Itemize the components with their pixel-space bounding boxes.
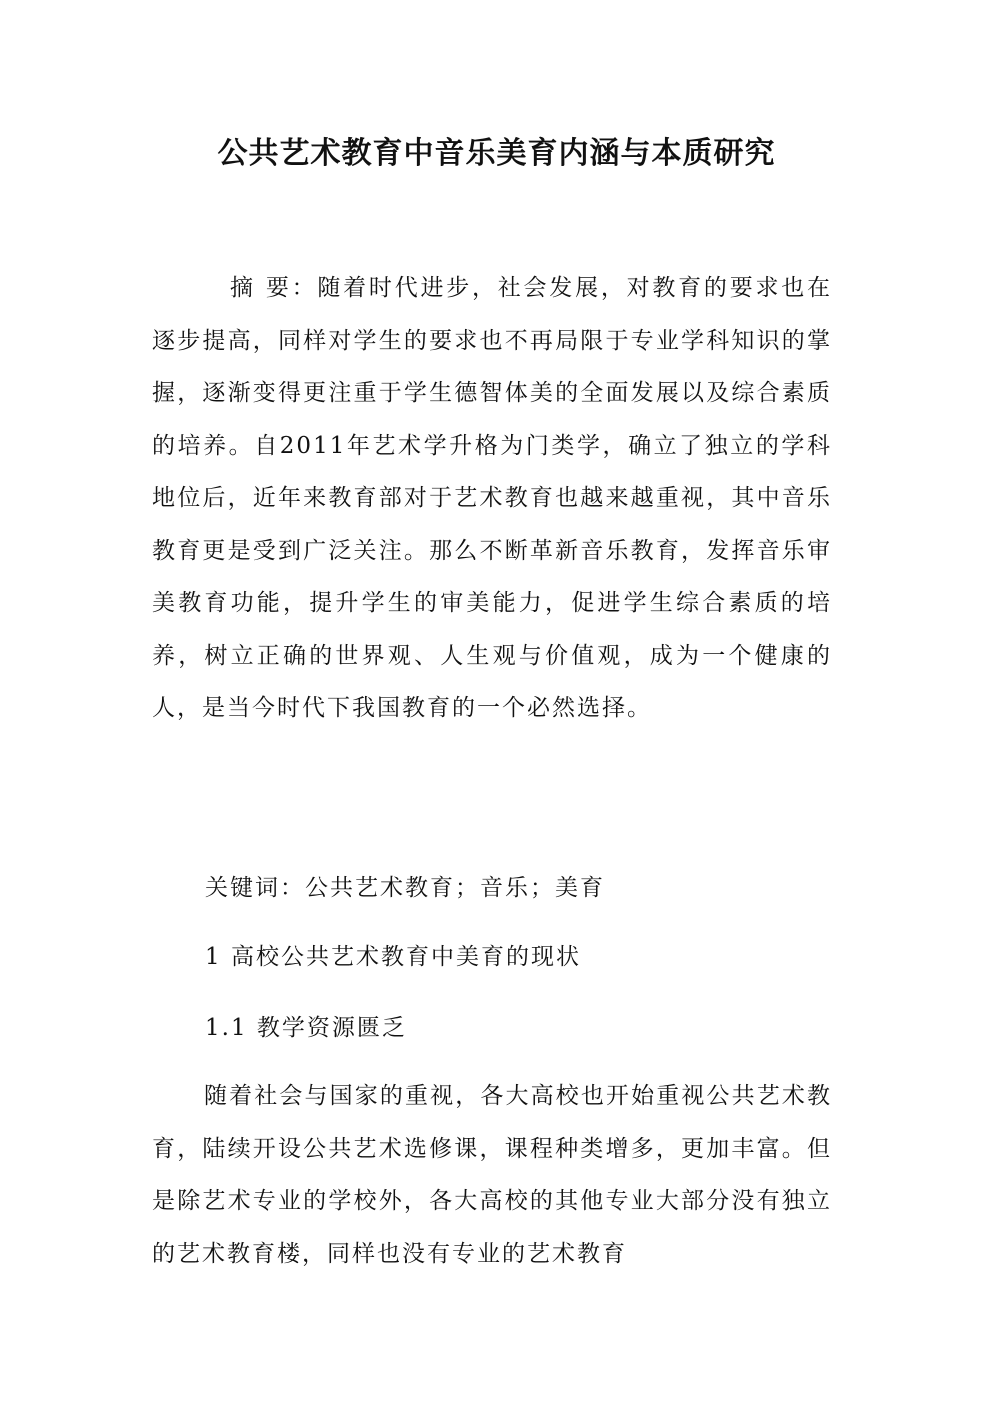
page-title: 公共艺术教育中音乐美育内涵与本质研究 [217,136,776,171]
abstract-paragraph [152,262,832,735]
abstract-label: 摘 要： [230,275,318,301]
keywords-line: 关键词：公共艺术教育；音乐；美育 [205,875,605,901]
abstract-text: 随着时代进步，社会发展，对教育的要求也在逐步提高，同样对学生的要求也不再局限于专业学科知识的掌握，逐渐变得更注重于学生德智体美的全面发展以及综合素质的培养。自2011年艺术学升格为门类学，确立了独立的学科地位后，近年来教育部对于艺术教育也越来越重视，其中音乐教育更是受到广泛关注。那么不断革新音乐教育，发挥音乐审美教育功能，提升学生的审美能力，促进学生综合素质的培养，树立正确的世界观、人生观与价值观，成为一个健康的人，是当今时代下我国教育的一个必然选择。 [152,275,833,721]
section-heading-1: 1 高校公共艺术教育中美育的现状 [205,944,581,970]
section-heading-1-1: 1.1 教学资源匮乏 [205,1015,407,1041]
body-paragraph: 随着社会与国家的重视，各大高校也开始重视公共艺术教育，陆续开设公共艺术选修课，课程种类增多，更加丰富。但是除艺术专业的学校外，各大高校的其他专业大部分没有独立的艺术教育楼，同样也没有专业的艺术教育 [152,1083,832,1267]
